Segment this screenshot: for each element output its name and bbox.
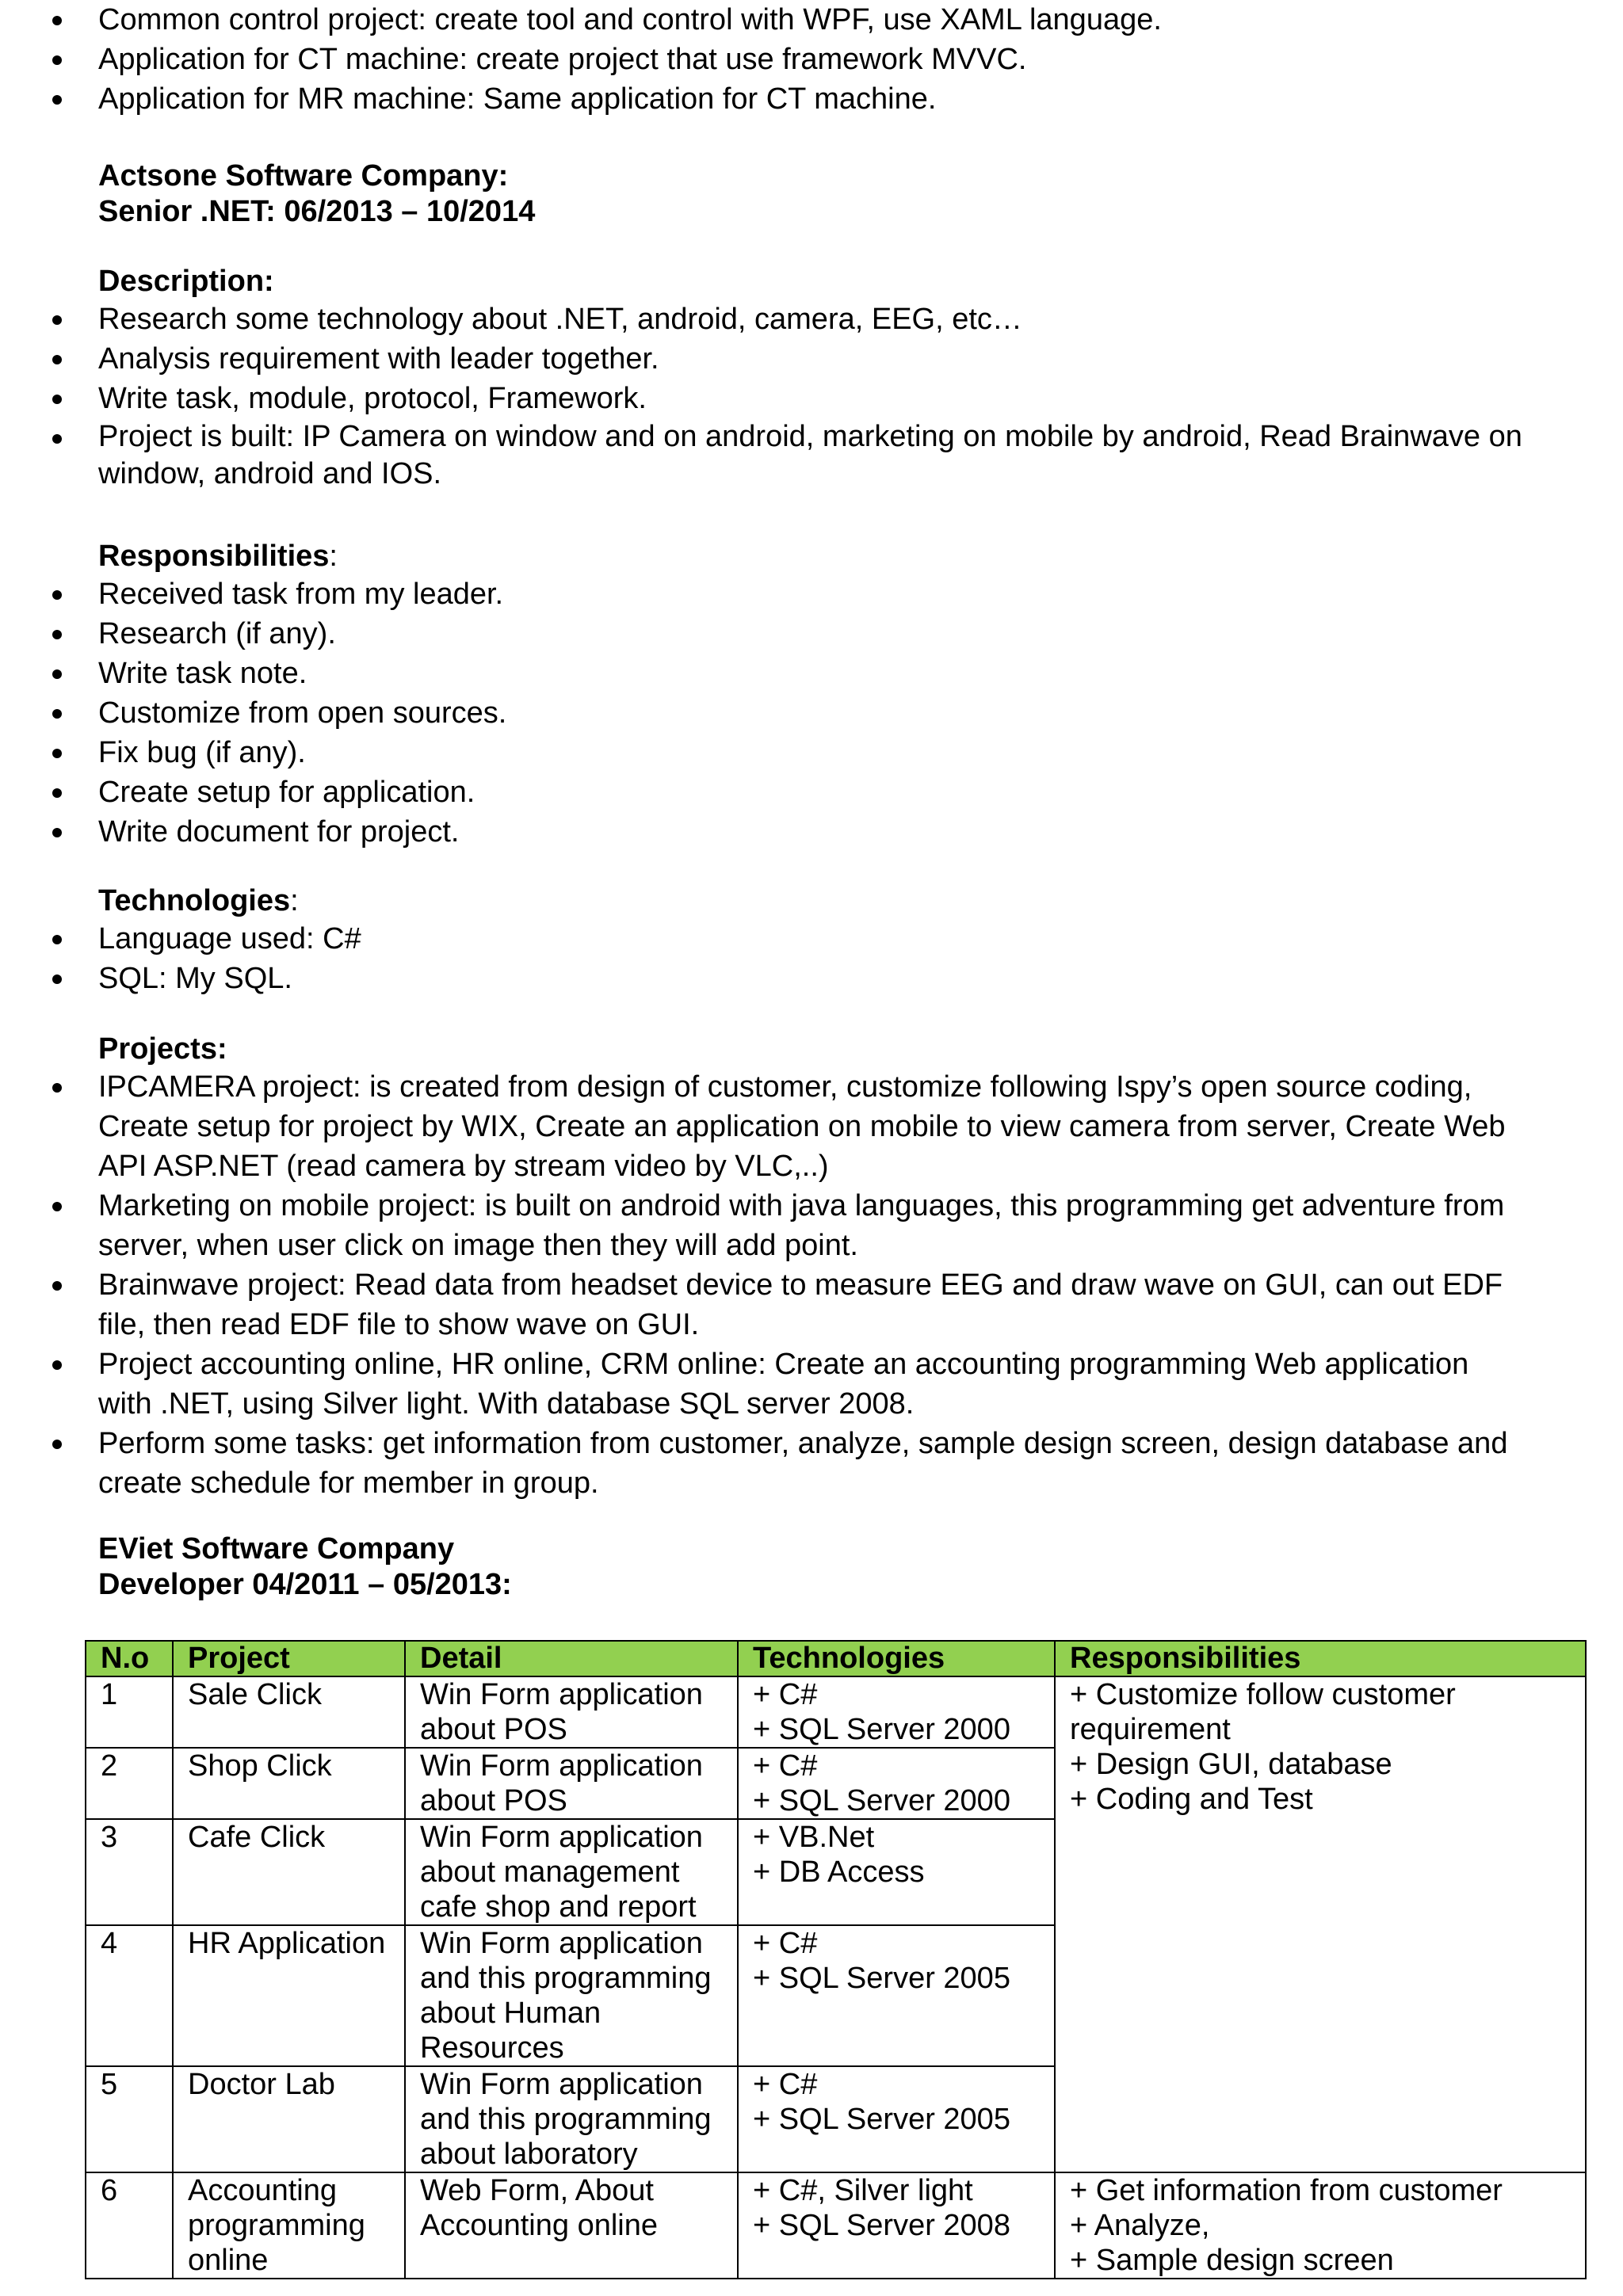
header-technologies: Technologies [738,1641,1055,1676]
company-name: EViet Software Company [98,1532,455,1566]
position-title: Developer 04/2011 – 05/2013: [98,1568,512,1601]
cell-project: Sale Click [173,1676,405,1748]
bullet-icon [52,974,62,984]
cell-project: Shop Click [173,1748,405,1819]
bullet-icon [52,935,62,944]
table-row [86,2172,1586,2279]
cell-no: 5 [86,2066,173,2172]
cell-no: 6 [86,2172,173,2279]
cell-responsibilities-group2: + Get information from customer + Analyze, + Sample design screen [1055,2172,1586,2279]
list-item: Research some technology about .NET, android, camera, EEG, etc… [0,299,1525,339]
list-item: Received task from my leader. [0,574,1525,614]
list-item: SQL: My SQL. [0,959,1525,998]
list-item: Brainwave project: Read data from headset device to measure EEG and draw wave on GUI, can out EDF file, then read EDF file to show wave on GUI. [0,1265,1525,1344]
bullet-icon [52,1360,62,1370]
cell-project: Doctor Lab [173,2066,405,2172]
list-item: Fix bug (if any). [0,733,1525,772]
table-row [86,1676,1586,1748]
bullet-icon [52,16,62,25]
header-no: N.o [86,1641,173,1676]
cell-detail: Win Form application about POS [405,1748,738,1819]
header-responsibilities: Responsibilities [1055,1641,1586,1676]
section-heading: Technologies: [98,884,299,917]
cell-detail: Web Form, About Accounting online [405,2172,738,2279]
list-item: Analysis requirement with leader together. [0,339,1525,379]
cell-technologies: + C# + SQL Server 2005 [738,2066,1055,2172]
cell-detail: Win Form application and this programming about laboratory [405,2066,738,2172]
bullet-icon [52,788,62,798]
header-project: Project [173,1641,405,1676]
top-bullets [98,0,1604,119]
list-item: IPCAMERA project: is created from design of customer, customize following Ispy’s open source coding, Create setup for project by WIX, Create an application on mobile to view camera from server, Create Web API ASP.NET (read camera by stream video by VLC,..) [0,1067,1525,1186]
header-detail: Detail [405,1641,738,1676]
cell-detail: Win Form application and this programming about Human Resources [405,1925,738,2066]
list-item: Create setup for application. [0,772,1525,812]
bullet-icon [52,95,62,105]
cell-no: 1 [86,1676,173,1748]
list-item: Application for CT machine: create project that use framework MVVC. [0,40,1525,79]
cell-technologies: + VB.Net + DB Access [738,1819,1055,1925]
bullet-icon [52,1202,62,1211]
cell-no: 3 [86,1819,173,1925]
actsone-header [98,158,1604,230]
list-item: Write task note. [0,654,1525,693]
list-item: Marketing on mobile project: is built on android with java languages, this programming get adventure from server, when user click on image then they will add point. [0,1186,1525,1265]
cell-no: 4 [86,1925,173,2066]
cell-detail: Win Form application about management cafe shop and report [405,1819,738,1925]
bullet-icon [52,395,62,404]
bullet-icon [52,630,62,639]
cell-technologies: + C#, Silver light + SQL Server 2008 [738,2172,1055,2279]
list-item: Language used: C# [0,919,1525,959]
company-name: Actsone Software Company: [98,159,509,193]
cell-project: Accounting programming online [173,2172,405,2279]
projects-table [85,1640,1587,2279]
cell-project: HR Application [173,1925,405,2066]
technologies-section [98,883,1604,998]
list-item: Research (if any). [0,614,1525,654]
bullet-icon [52,828,62,837]
list-item: Write document for project. [0,812,1525,852]
list-item: Customize from open sources. [0,693,1525,733]
bullet-icon [52,355,62,364]
bullet-icon [52,55,62,65]
list-item: Perform some tasks: get information from customer, analyze, sample design screen, design database and create schedule for member in group. [0,1424,1525,1503]
cell-detail: Win Form application about POS [405,1676,738,1748]
bullet-icon [52,434,62,444]
bullet-icon [52,669,62,679]
bullet-icon [52,709,62,719]
bullet-icon [52,315,62,325]
cell-technologies: + C# + SQL Server 2000 [738,1748,1055,1819]
cell-responsibilities-group1: + Customize follow customer requirement + Design GUI, database + Coding and Test [1055,1676,1586,2172]
bullet-icon [52,749,62,758]
bullet-icon [52,590,62,600]
section-heading: Description: [98,265,274,298]
projects-section [98,1032,1604,1503]
table-header-row [86,1641,1586,1676]
list-item: Application for MR machine: Same application for CT machine. [0,79,1525,119]
position-title: Senior .NET: 06/2013 – 10/2014 [98,195,536,228]
responsibilities-section [98,539,1604,852]
cell-project: Cafe Click [173,1819,405,1925]
list-item: Common control project: create tool and control with WPF, use XAML language. [0,0,1525,40]
section-heading: Responsibilities: [98,540,338,573]
list-item: Project accounting online, HR online, CRM online: Create an accounting programming Web application with .NET, using Silver light. With database SQL server 2008. [0,1344,1525,1424]
list-item: Project is built: IP Camera on window and on android, marketing on mobile by android, Read Brainwave on window, android and IOS. [0,418,1525,493]
description-section [98,264,1604,493]
eviet-header [98,1531,1604,1603]
bullet-icon [52,1440,62,1449]
cell-technologies: + C# + SQL Server 2005 [738,1925,1055,2066]
list-item: Write task, module, protocol, Framework. [0,379,1525,418]
section-heading: Projects: [98,1032,227,1066]
bullet-icon [52,1083,62,1093]
cell-no: 2 [86,1748,173,1819]
cell-technologies: + C# + SQL Server 2000 [738,1676,1055,1748]
bullet-icon [52,1281,62,1291]
